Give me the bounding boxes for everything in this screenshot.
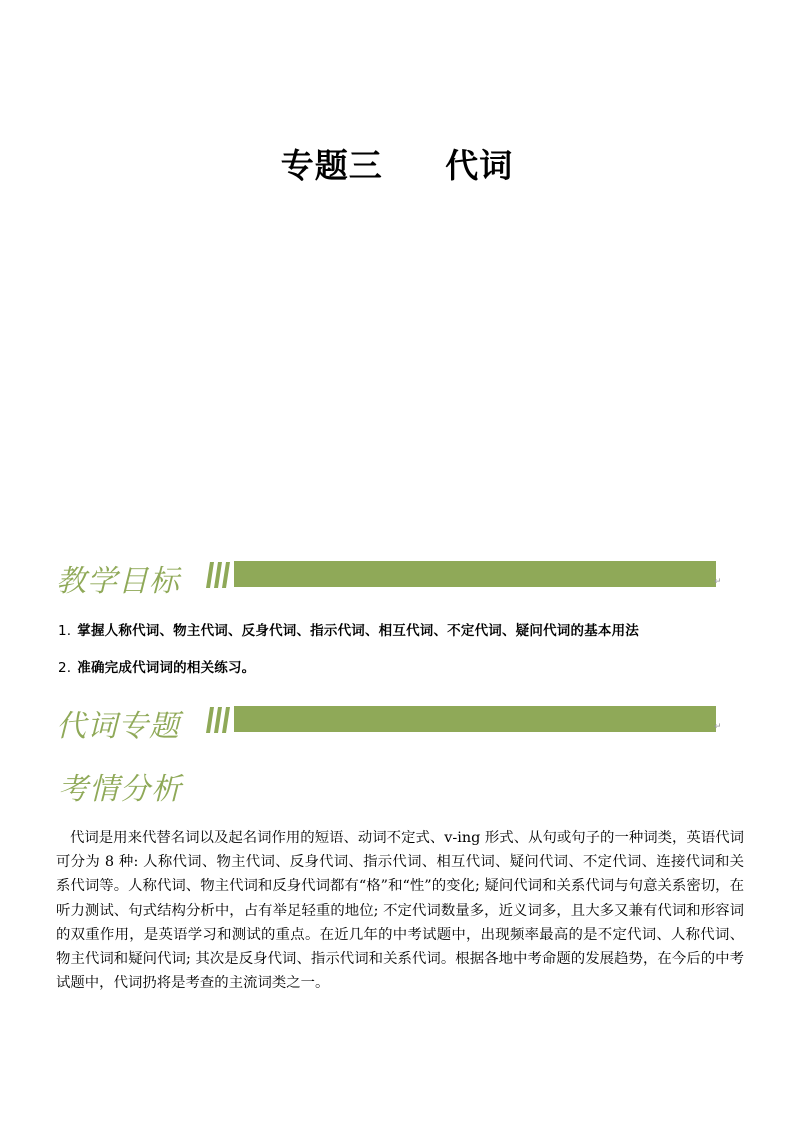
objective-text: 掌握人称代词、物主代词、反身代词、指示代词、相互代词、不定代词、疑问代词的基本用法: [77, 623, 639, 639]
paragraph-mark-icon: ↵: [714, 722, 722, 732]
paragraph-mark-icon: ↵: [714, 577, 722, 587]
section-title-objectives: 教学目标: [56, 564, 180, 599]
objective-number: 1.: [58, 623, 72, 639]
section-band: [234, 706, 716, 732]
section-band: [234, 561, 716, 587]
objective-text: 准确完成代词词的相关练习。: [77, 660, 256, 676]
objective-number: 2.: [58, 660, 72, 676]
stripes-decoration-icon: [202, 562, 234, 588]
page-title: 专题三 代词: [280, 146, 514, 185]
section-header-pronouns: [56, 705, 736, 744]
stripes-decoration-icon: [202, 707, 234, 733]
analysis-heading: 考情分析: [58, 772, 182, 807]
analysis-paragraph: 代词是用来代替名词以及起名词作用的短语、动词不定式、v-ing 形式、从句或句子的一种词类，英语代词可分为 8 种: 人称代词、物主代词、反身代词、指示代词、相互代词、疑问代词、不定代词、连接代词和关系代词等。人称代词、物主代词和反身代词都有“格”和“性”的变化; 疑问代词和关系代词与句意关系密切，在听力测试、句式结构分析中，占有举足轻重的地位; 不定代词数量多，近义词多，且大多又兼有代词和形容词的双重作用，是英语学习和测试的重点。在近几年的中考试题中，出现频率最高的是不定代词、人称代词、物主代词和疑问代词; 其次是反身代词、指示代词和关系代词。根据各地中考命题的发展趋势，在今后的中考试题中，代词扔将是考查的主流词类之一。: [56, 830, 744, 992]
section-title-pronouns: 代词专题: [56, 709, 180, 744]
section-header-objectives: [56, 560, 736, 599]
objective-item: [58, 656, 255, 676]
objective-item: [58, 619, 639, 639]
